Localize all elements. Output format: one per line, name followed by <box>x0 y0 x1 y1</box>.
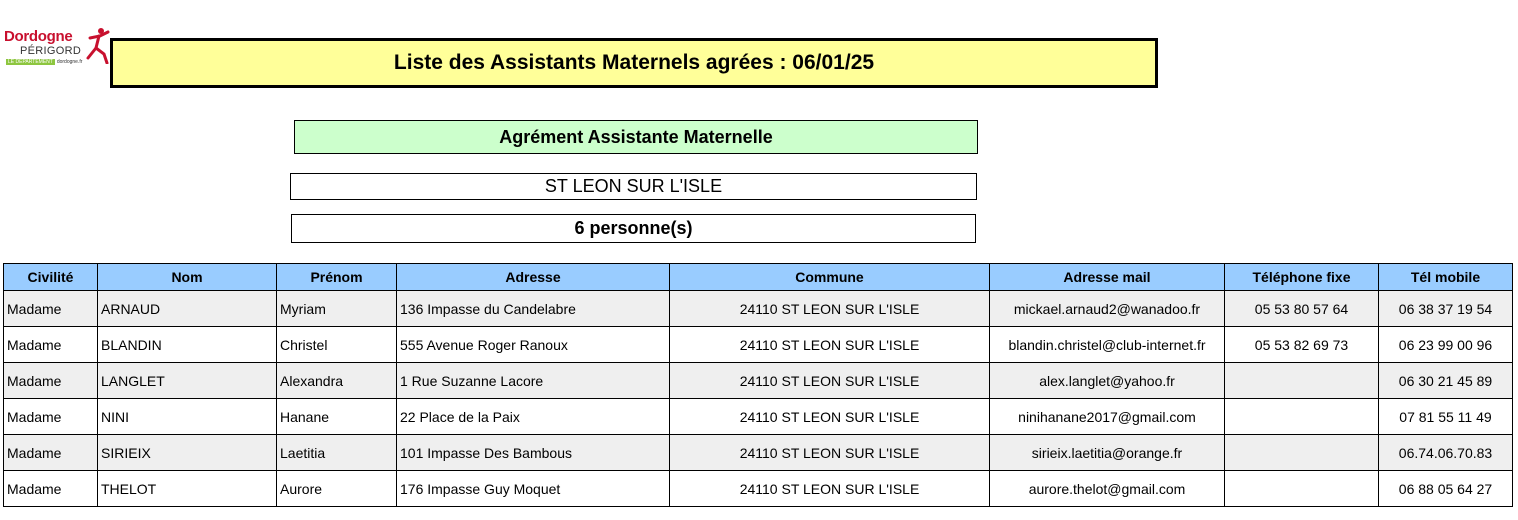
cell-civilite: Madame <box>4 471 98 507</box>
cell-mail: mickael.arnaud2@wanadoo.fr <box>990 291 1225 327</box>
cell-prenom: Christel <box>277 327 397 363</box>
cell-tel-mobile: 06 23 99 00 96 <box>1379 327 1513 363</box>
leaping-figure-icon <box>84 26 110 64</box>
cell-tel-mobile: 07 81 55 11 49 <box>1379 399 1513 435</box>
cell-tel-fixe <box>1225 363 1379 399</box>
cell-adresse: 555 Avenue Roger Ranoux <box>397 327 670 363</box>
cell-tel-fixe <box>1225 471 1379 507</box>
cell-nom: LANGLET <box>98 363 277 399</box>
cell-adresse: 1 Rue Suzanne Lacore <box>397 363 670 399</box>
cell-civilite: Madame <box>4 291 98 327</box>
cell-tel-mobile: 06 30 21 45 89 <box>1379 363 1513 399</box>
cell-adresse: 136 Impasse du Candelabre <box>397 291 670 327</box>
cell-tel-fixe <box>1225 435 1379 471</box>
cell-nom: SIRIEIX <box>98 435 277 471</box>
dordogne-perigord-logo <box>2 26 110 72</box>
cell-adresse: 22 Place de la Paix <box>397 399 670 435</box>
logo-site: dordogne.fr <box>56 59 83 65</box>
cell-mail: ninihanane2017@gmail.com <box>990 399 1225 435</box>
header-commune: Commune <box>670 264 990 291</box>
cell-civilite: Madame <box>4 435 98 471</box>
cell-tel-mobile: 06 38 37 19 54 <box>1379 291 1513 327</box>
cell-prenom: Myriam <box>277 291 397 327</box>
cell-nom: BLANDIN <box>98 327 277 363</box>
table-row <box>4 399 1513 435</box>
person-count: 6 personne(s) <box>291 214 976 243</box>
page-title: Liste des Assistants Maternels agrées : 06/01/25 <box>110 38 1158 88</box>
cell-commune: 24110 ST LEON SUR L'ISLE <box>670 399 990 435</box>
cell-tel-mobile: 06 88 05 64 27 <box>1379 471 1513 507</box>
cell-adresse: 101 Impasse Des Bambous <box>397 435 670 471</box>
logo-text-dordogne: Dordogne <box>4 28 73 45</box>
assistants-table <box>3 263 1513 507</box>
table-row <box>4 291 1513 327</box>
table-row <box>4 363 1513 399</box>
cell-commune: 24110 ST LEON SUR L'ISLE <box>670 291 990 327</box>
cell-prenom: Aurore <box>277 471 397 507</box>
header-adresse: Adresse <box>397 264 670 291</box>
cell-prenom: Alexandra <box>277 363 397 399</box>
cell-civilite: Madame <box>4 327 98 363</box>
header-tel-mobile: Tél mobile <box>1379 264 1513 291</box>
table-header-row <box>4 264 1513 291</box>
logo-text-perigord: PÉRIGORD <box>20 45 82 57</box>
table-row <box>4 471 1513 507</box>
cell-mail: blandin.christel@club-internet.fr <box>990 327 1225 363</box>
cell-nom: NINI <box>98 399 277 435</box>
cell-mail: aurore.thelot@gmail.com <box>990 471 1225 507</box>
cell-civilite: Madame <box>4 399 98 435</box>
table-row <box>4 327 1513 363</box>
cell-prenom: Hanane <box>277 399 397 435</box>
table-row <box>4 435 1513 471</box>
cell-adresse: 176 Impasse Guy Moquet <box>397 471 670 507</box>
cell-civilite: Madame <box>4 363 98 399</box>
logo-tag: LE DÉPARTEMENT <box>8 59 53 65</box>
cell-commune: 24110 ST LEON SUR L'ISLE <box>670 327 990 363</box>
cell-commune: 24110 ST LEON SUR L'ISLE <box>670 435 990 471</box>
cell-commune: 24110 ST LEON SUR L'ISLE <box>670 363 990 399</box>
cell-nom: ARNAUD <box>98 291 277 327</box>
header-nom: Nom <box>98 264 277 291</box>
header-tel-fixe: Téléphone fixe <box>1225 264 1379 291</box>
commune-name: ST LEON SUR L'ISLE <box>290 173 977 200</box>
cell-mail: sirieix.laetitia@orange.fr <box>990 435 1225 471</box>
cell-tel-mobile: 06.74.06.70.83 <box>1379 435 1513 471</box>
cell-tel-fixe <box>1225 399 1379 435</box>
logo-tagline <box>6 59 82 65</box>
cell-tel-fixe: 05 53 82 69 73 <box>1225 327 1379 363</box>
header-prenom: Prénom <box>277 264 397 291</box>
cell-tel-fixe: 05 53 80 57 64 <box>1225 291 1379 327</box>
agrement-heading: Agrément Assistante Maternelle <box>294 120 978 154</box>
cell-commune: 24110 ST LEON SUR L'ISLE <box>670 471 990 507</box>
header-civilite: Civilité <box>4 264 98 291</box>
cell-nom: THELOT <box>98 471 277 507</box>
header-mail: Adresse mail <box>990 264 1225 291</box>
cell-mail: alex.langlet@yahoo.fr <box>990 363 1225 399</box>
cell-prenom: Laetitia <box>277 435 397 471</box>
